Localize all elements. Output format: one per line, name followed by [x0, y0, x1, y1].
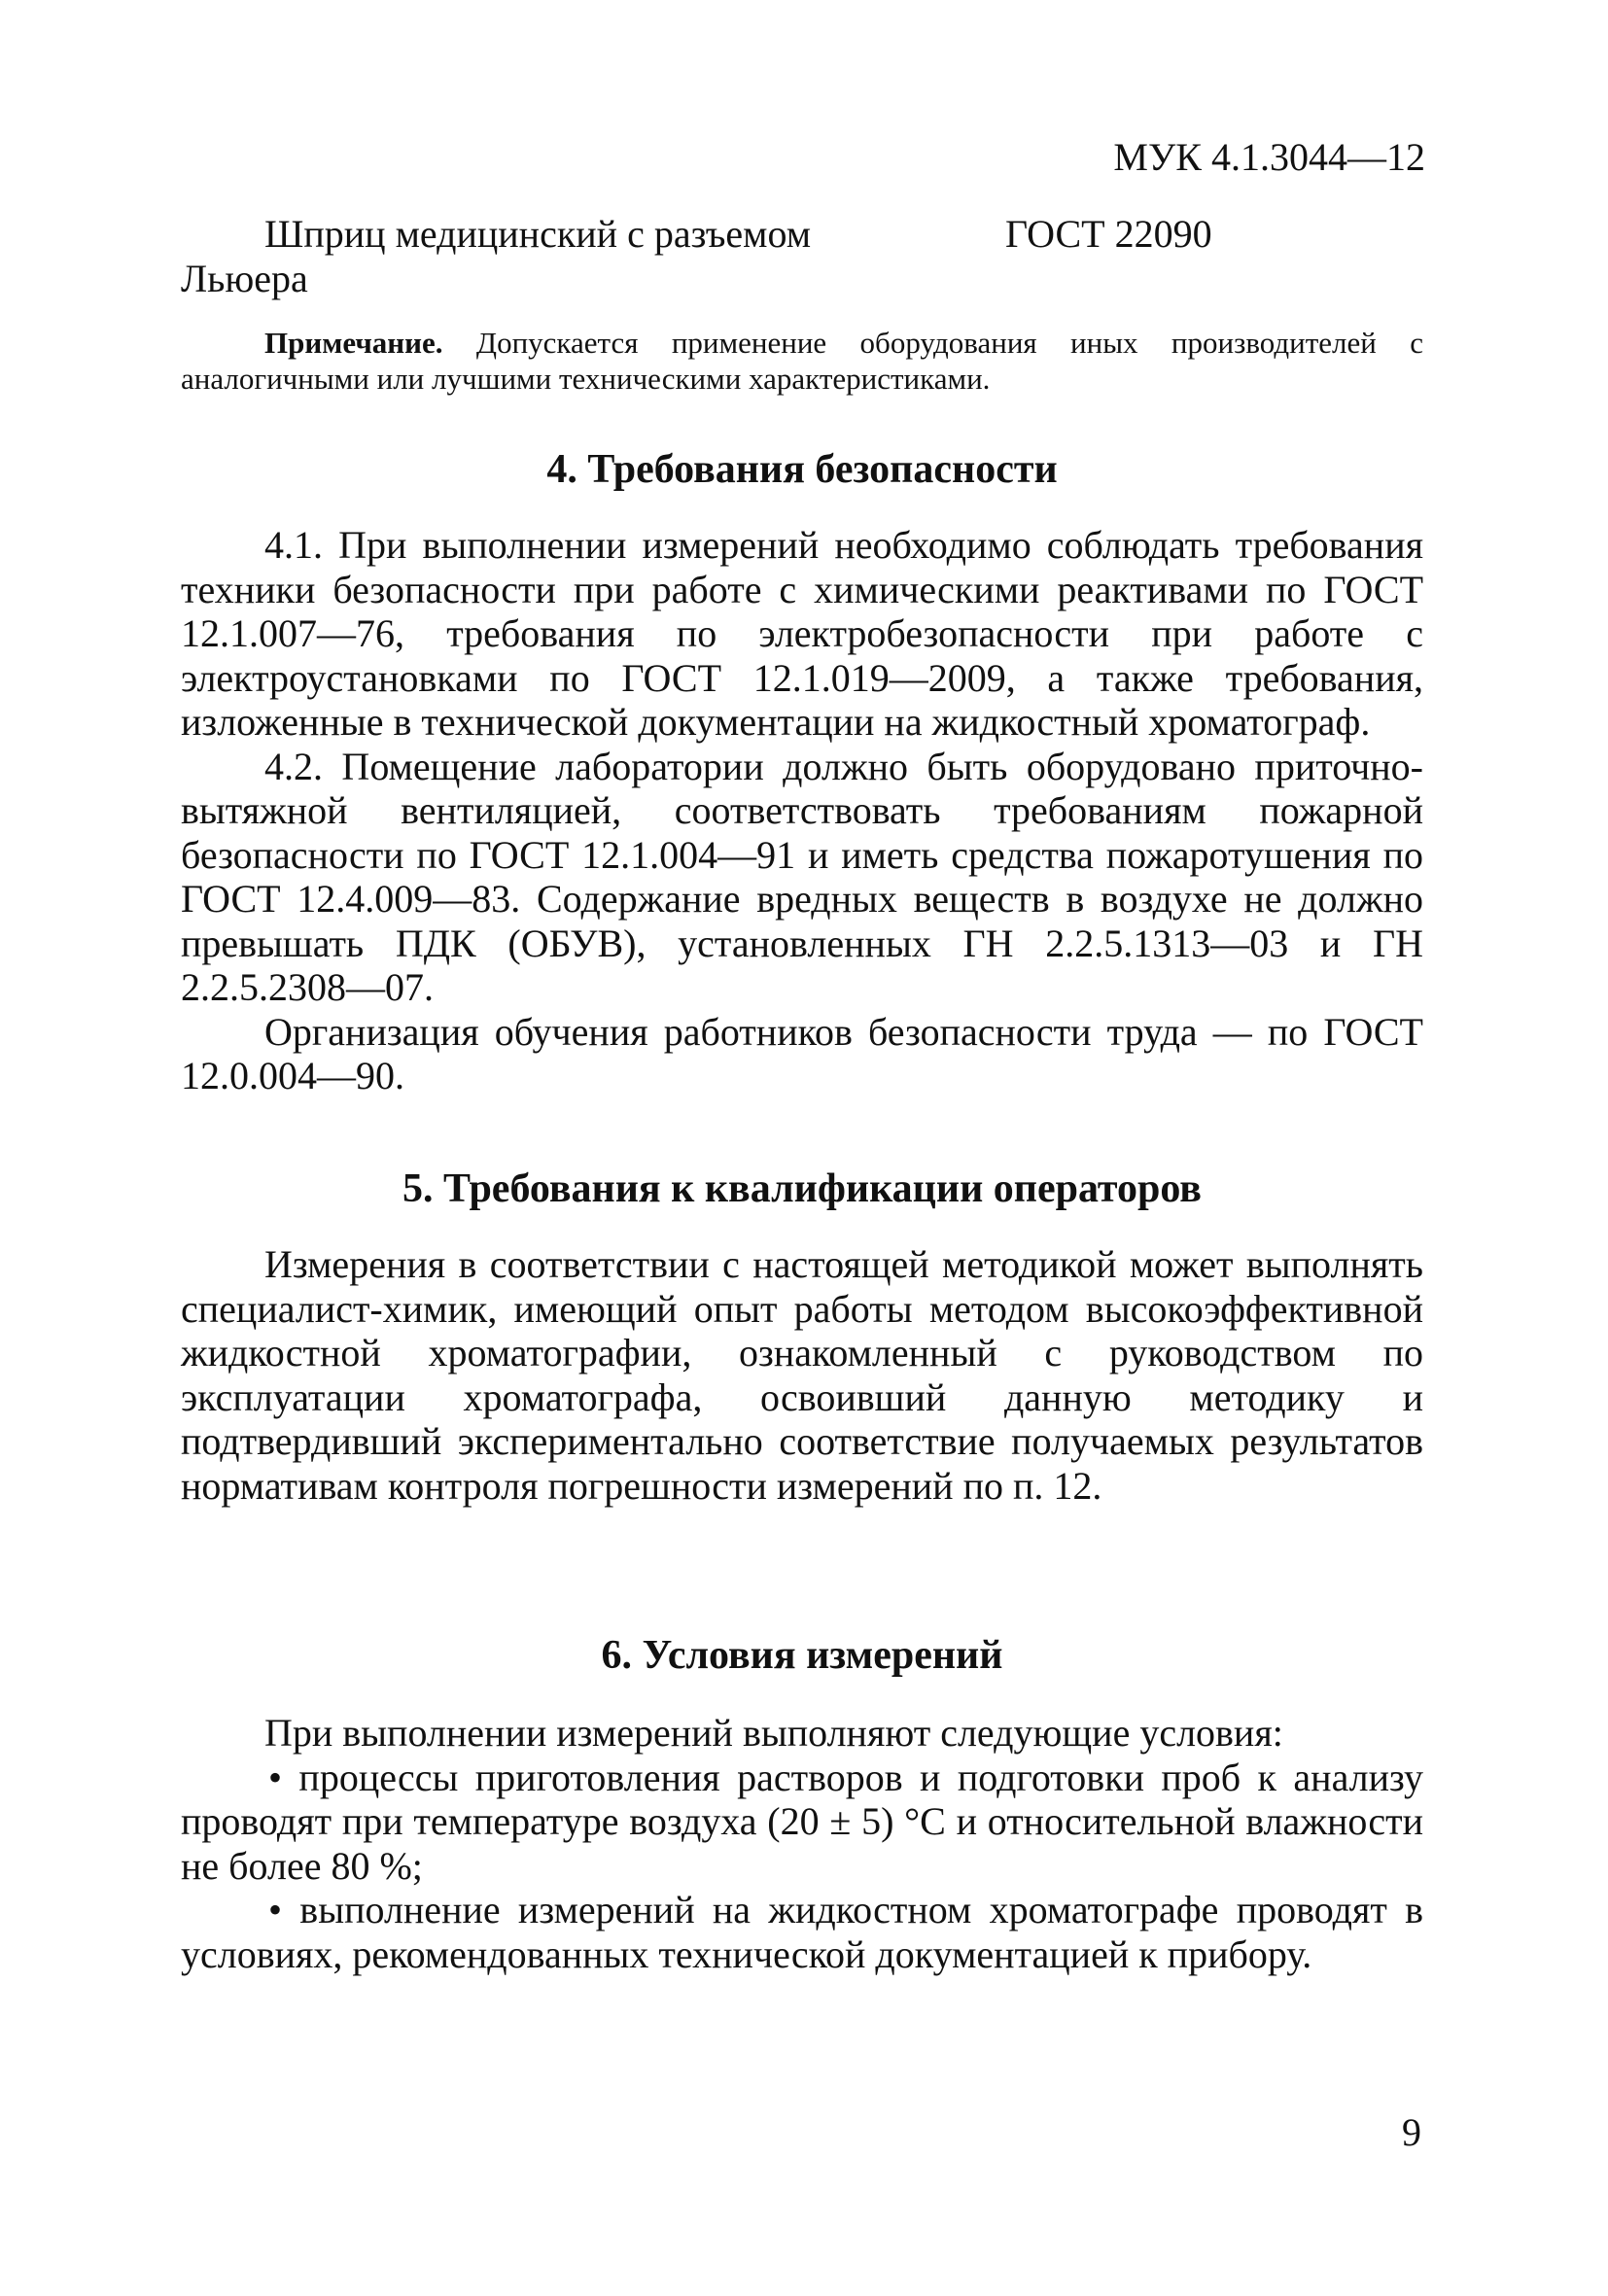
- section-6-bullet-2: • выполнение измерений на жидкостном хроматографе проводят в условиях, рекомендованных технической документацией к прибору.: [181, 1888, 1423, 1976]
- section-6-heading: 6. Условия измерений: [601, 1633, 1003, 1678]
- page-number: 9: [1402, 2110, 1421, 2154]
- note: [181, 325, 1423, 397]
- section-5-body: [181, 1242, 1423, 1508]
- equipment-name: Шприц медицинский с разъемом: [264, 212, 812, 256]
- document-code: МУК 4.1.3044—12: [1113, 135, 1425, 179]
- section-5-heading: 5. Требования к квалификации операторов: [402, 1166, 1202, 1211]
- section-6-bullet-1: • процессы приготовления растворов и подготовки проб к анализу проводят при температуре воздуха (20 ± 5) °С и относительной влажности не более 80 %;: [181, 1755, 1423, 1888]
- note-label: Примечание.: [264, 326, 443, 360]
- equipment-name-continued: Льюера: [181, 257, 308, 300]
- section-6-intro: При выполнении измерений выполняют следующие условия:: [264, 1711, 1283, 1755]
- section-4-body: [181, 523, 1423, 1098]
- section-4-heading: 4. Требования безопасности: [546, 447, 1058, 492]
- section-4-paragraph-1: 4.1. При выполнении измерений необходимо соблюдать требования техники безопасности при работе с химическими реактивами по ГОСТ 12.1.007—76, требования по электробезопасности при работе с электроустановками по ГОСТ 12.1.019—2009, а также требования, изложенные в технической документации на жидкостный хроматограф.: [181, 523, 1423, 744]
- section-6-body: [181, 1711, 1423, 1976]
- note-text: Допускается применение оборудования иных производителей с аналогичными или лучшими техническими характеристиками.: [181, 326, 1423, 396]
- section-4-paragraph-2: 4.2. Помещение лаборатории должно быть оборудовано приточно-вытяжной вентиляцией, соответствовать требованиям пожарной безопасности по ГОСТ 12.1.004—91 и иметь средства пожаротушения по ГОСТ 12.4.009—83. Содержание вредных веществ в воздухе не должно превышать ПДК (ОБУВ), установленных ГН 2.2.5.1313—03 и ГН 2.2.5.2308—07.: [181, 744, 1423, 1009]
- section-4-paragraph-3: Организация обучения работников безопасности труда — по ГОСТ 12.0.004—90.: [181, 1009, 1423, 1097]
- section-5-paragraph-1: Измерения в соответствии с настоящей методикой может выполнять специалист-химик, имеющий опыт работы методом высокоэффективной жидкостной хроматографии, ознакомленный с руководством по эксплуатации хроматографа, освоивший данную методику и подтвердивший экспериментально соответствие получаемых результатов нормативам контроля погрешности измерений по п. 12.: [181, 1242, 1423, 1508]
- equipment-standard: ГОСТ 22090: [1005, 212, 1212, 256]
